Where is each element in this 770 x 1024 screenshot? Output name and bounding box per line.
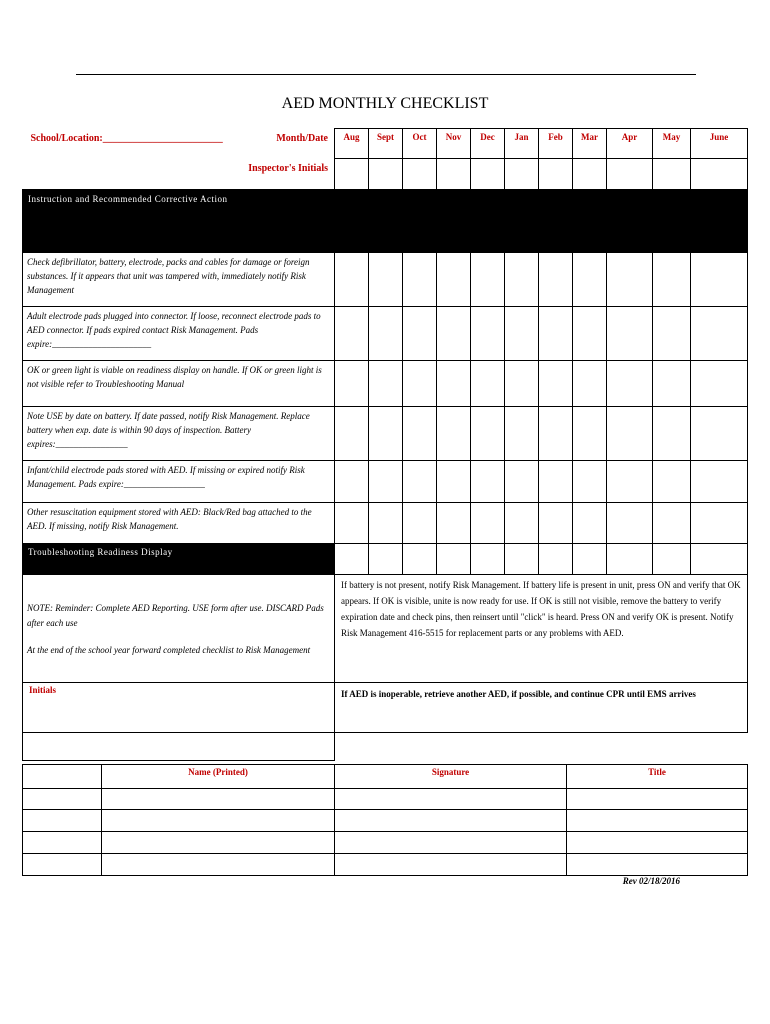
initials-cell[interactable] — [335, 159, 369, 190]
check-cell[interactable] — [471, 361, 505, 407]
check-cell[interactable] — [335, 361, 369, 407]
instruction-header: Instruction and Recommended Corrective Action — [23, 190, 335, 253]
check-cell[interactable] — [573, 461, 607, 503]
check-cell[interactable] — [691, 503, 748, 544]
check-cell[interactable] — [437, 361, 471, 407]
header-fill — [335, 190, 369, 253]
month-jan: Jan — [505, 129, 539, 159]
check-cell[interactable] — [653, 361, 691, 407]
check-cell[interactable] — [539, 361, 573, 407]
header-fill — [607, 190, 653, 253]
title-header: Title — [567, 765, 748, 789]
month-header-row — [23, 129, 748, 159]
name-input[interactable] — [102, 789, 335, 810]
check-text: Note USE by date on battery. If date passed, notify Risk Management. Replace battery when exp. date is within 90 days of inspection. Battery expires:________________ — [23, 407, 335, 461]
header-fill — [471, 190, 505, 253]
signature-input[interactable] — [335, 832, 567, 854]
check-cell[interactable] — [691, 361, 748, 407]
check-cell[interactable] — [607, 361, 653, 407]
check-cell[interactable] — [505, 361, 539, 407]
header-fill — [653, 190, 691, 253]
header-fill — [539, 190, 573, 253]
check-cell[interactable] — [369, 361, 403, 407]
check-cell[interactable] — [335, 307, 369, 361]
check-cell[interactable] — [369, 407, 403, 461]
check-cell[interactable] — [471, 407, 505, 461]
check-cell[interactable] — [607, 461, 653, 503]
check-cell[interactable] — [505, 544, 539, 575]
check-cell[interactable] — [403, 253, 437, 307]
check-cell[interactable] — [403, 544, 437, 575]
check-cell[interactable] — [437, 253, 471, 307]
check-cell[interactable] — [653, 503, 691, 544]
instruction-header-row — [23, 190, 748, 253]
check-cell[interactable] — [573, 361, 607, 407]
checklist-table — [22, 128, 748, 761]
header-fill — [369, 190, 403, 253]
check-row — [23, 253, 748, 307]
signature-row — [23, 854, 748, 876]
header-fill — [505, 190, 539, 253]
check-cell[interactable] — [437, 503, 471, 544]
signature-input[interactable] — [335, 810, 567, 832]
check-cell[interactable] — [369, 544, 403, 575]
check-text: Adult electrode pads plugged into connector. If loose, reconnect electrode pads to AED connector. If pads expired contact Risk Management. Pads expire:______________________ — [23, 307, 335, 361]
initials-input[interactable] — [23, 810, 102, 832]
initials-cell[interactable] — [403, 159, 437, 190]
initials-row — [23, 683, 748, 733]
revision-date: Rev 02/18/2016 — [622, 876, 680, 886]
school-location-label: School/Location:________________________ — [30, 132, 223, 144]
check-cell[interactable] — [653, 407, 691, 461]
header-fill — [403, 190, 437, 253]
check-cell[interactable] — [573, 544, 607, 575]
month-apr: Apr — [607, 129, 653, 159]
check-cell[interactable] — [335, 503, 369, 544]
blank-area — [335, 733, 748, 761]
check-cell[interactable] — [437, 544, 471, 575]
check-cell[interactable] — [369, 307, 403, 361]
check-row — [23, 407, 748, 461]
check-cell[interactable] — [539, 253, 573, 307]
header-fill — [691, 190, 748, 253]
initials-cell[interactable] — [607, 159, 653, 190]
check-cell[interactable] — [607, 307, 653, 361]
check-cell[interactable] — [471, 544, 505, 575]
initials-cell[interactable] — [653, 159, 691, 190]
check-text: Other resuscitation equipment stored with AED: Black/Red bag attached to the AED. If missing, notify Risk Management. — [23, 503, 335, 544]
top-rule — [76, 74, 696, 75]
check-cell[interactable] — [539, 544, 573, 575]
check-cell[interactable] — [471, 461, 505, 503]
note-cell — [23, 575, 335, 683]
month-date-label: Month/Date — [276, 132, 328, 144]
initials-cell[interactable] — [505, 159, 539, 190]
check-cell[interactable] — [539, 461, 573, 503]
title-input[interactable] — [567, 810, 748, 832]
initials-cell[interactable] — [437, 159, 471, 190]
month-may: May — [653, 129, 691, 159]
title-input[interactable] — [567, 789, 748, 810]
month-june: June — [691, 129, 748, 159]
check-cell[interactable] — [437, 407, 471, 461]
check-cell[interactable] — [653, 461, 691, 503]
check-cell[interactable] — [573, 503, 607, 544]
signature-row — [23, 810, 748, 832]
check-cell[interactable] — [403, 407, 437, 461]
signature-row — [23, 789, 748, 810]
check-cell[interactable] — [653, 253, 691, 307]
initials-cell[interactable] — [471, 159, 505, 190]
check-cell[interactable] — [607, 544, 653, 575]
initials-input[interactable] — [23, 789, 102, 810]
check-cell[interactable] — [369, 503, 403, 544]
month-sept: Sept — [369, 129, 403, 159]
check-cell[interactable] — [691, 461, 748, 503]
check-cell[interactable] — [369, 461, 403, 503]
signature-input[interactable] — [335, 854, 567, 876]
signature-header: Signature — [335, 765, 567, 789]
note-text: NOTE: Reminder: Complete AED Reporting. USE form after use. DISCARD Pads after each use — [27, 603, 324, 628]
check-cell[interactable] — [691, 253, 748, 307]
check-cell[interactable] — [403, 503, 437, 544]
check-cell[interactable] — [369, 253, 403, 307]
check-cell[interactable] — [403, 461, 437, 503]
initials-cell[interactable] — [539, 159, 573, 190]
name-input[interactable] — [102, 810, 335, 832]
month-nov: Nov — [437, 129, 471, 159]
check-cell[interactable] — [505, 461, 539, 503]
name-input[interactable] — [102, 832, 335, 854]
check-cell[interactable] — [437, 461, 471, 503]
check-cell[interactable] — [505, 253, 539, 307]
check-cell[interactable] — [607, 503, 653, 544]
title-input[interactable] — [567, 832, 748, 854]
check-cell[interactable] — [471, 307, 505, 361]
title-input[interactable] — [567, 854, 748, 876]
check-row — [23, 307, 748, 361]
initials-input[interactable] — [23, 832, 102, 854]
inoperable-text: If AED is inoperable, retrieve another AED, if possible, and continue CPR until EMS arrives — [335, 683, 748, 733]
name-input[interactable] — [102, 854, 335, 876]
check-cell[interactable] — [471, 253, 505, 307]
inspector-initials-label: Inspector's Initials — [248, 162, 328, 174]
check-cell[interactable] — [437, 307, 471, 361]
check-cell[interactable] — [539, 503, 573, 544]
initials-cell[interactable] — [691, 159, 748, 190]
check-cell[interactable] — [653, 544, 691, 575]
check-cell[interactable] — [335, 461, 369, 503]
month-aug: Aug — [335, 129, 369, 159]
check-cell[interactable] — [539, 407, 573, 461]
check-cell[interactable] — [607, 253, 653, 307]
check-text: Check defibrillator, battery, electrode, packs and cables for damage or foreign substances. If it appears that unit was tampered with, immediately notify Risk Management — [23, 253, 335, 307]
initials-entry-row — [23, 733, 748, 761]
troubleshooting-header-row — [23, 544, 748, 575]
check-row — [23, 461, 748, 503]
header-fill — [437, 190, 471, 253]
troubleshooting-text: If battery is not present, notify Risk Management. If battery life is present in unit, press ON and verify that OK appears. If OK is visible, unite is now ready for use. If OK is still not visible, remove the battery to verify expiration date and check pins, then reinsert until "click" is heard. Press ON and verify OK is present. Notify Risk Management 416-5515 for replacement parts or any problems with AED. — [335, 575, 748, 683]
end-of-year-text: At the end of the school year forward completed checklist to Risk Management — [27, 645, 311, 655]
check-cell[interactable] — [691, 544, 748, 575]
month-mar: Mar — [573, 129, 607, 159]
initials-input[interactable] — [23, 854, 102, 876]
troubleshooting-header: Troubleshooting Readiness Display — [23, 544, 335, 575]
check-cell[interactable] — [691, 407, 748, 461]
month-dec: Dec — [471, 129, 505, 159]
check-row — [23, 503, 748, 544]
signature-header-row — [23, 765, 748, 789]
check-cell[interactable] — [471, 503, 505, 544]
initials-cell[interactable] — [369, 159, 403, 190]
check-cell[interactable] — [403, 361, 437, 407]
check-cell[interactable] — [505, 307, 539, 361]
check-row — [23, 361, 748, 407]
inspector-initials-row — [23, 159, 748, 190]
check-cell[interactable] — [505, 407, 539, 461]
check-cell[interactable] — [403, 307, 437, 361]
check-cell[interactable] — [691, 307, 748, 361]
header-fill — [573, 190, 607, 253]
note-row — [23, 575, 748, 683]
check-text: Infant/child electrode pads stored with AED. If missing or expired notify Risk Management. Pads expire:__________________ — [23, 461, 335, 503]
signature-table — [22, 764, 748, 876]
check-cell[interactable] — [607, 407, 653, 461]
check-cell[interactable] — [539, 307, 573, 361]
school-month-cell — [23, 129, 335, 159]
check-cell[interactable] — [335, 407, 369, 461]
initials-entry[interactable] — [23, 733, 335, 761]
check-text: OK or green light is viable on readiness display on handle. If OK or green light is not visible refer to Troubleshooting Manual — [23, 361, 335, 407]
name-printed-header: Name (Printed) — [102, 765, 335, 789]
check-cell[interactable] — [505, 503, 539, 544]
check-cell[interactable] — [573, 407, 607, 461]
check-cell[interactable] — [573, 253, 607, 307]
initials-label: Initials — [23, 683, 335, 733]
check-cell[interactable] — [335, 544, 369, 575]
blank-header — [23, 765, 102, 789]
check-cell[interactable] — [335, 253, 369, 307]
signature-row — [23, 832, 748, 854]
inspector-label-cell — [23, 159, 335, 190]
page-title: AED MONTHLY CHECKLIST — [281, 95, 489, 112]
signature-input[interactable] — [335, 789, 567, 810]
month-oct: Oct — [403, 129, 437, 159]
check-cell[interactable] — [573, 307, 607, 361]
month-feb: Feb — [539, 129, 573, 159]
initials-cell[interactable] — [573, 159, 607, 190]
check-cell[interactable] — [653, 307, 691, 361]
